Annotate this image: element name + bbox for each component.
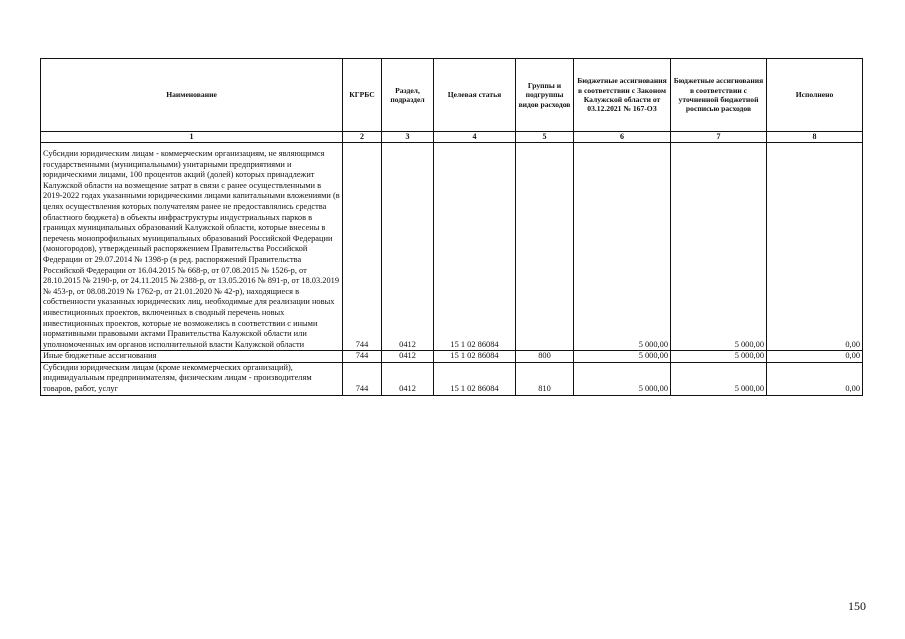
row-name: Иные бюджетные ассигнования <box>41 351 343 363</box>
column-number: 4 <box>434 132 516 143</box>
row-kgrbs: 744 <box>343 362 382 395</box>
row-executed: 0,00 <box>767 362 863 395</box>
row-refined: 5 000,00 <box>671 149 767 351</box>
row-law: 5 000,00 <box>574 149 671 351</box>
row-kgrbs: 744 <box>343 149 382 351</box>
row-refined: 5 000,00 <box>671 351 767 363</box>
header-section: Раздел, подраздел <box>382 59 434 132</box>
header-kgrbs: КГРБС <box>343 59 382 132</box>
row-group: 800 <box>516 351 574 363</box>
column-number: 5 <box>516 132 574 143</box>
row-name: Субсидии юридическим лицам (кроме некоммерческих организаций), индивидуальным предпринимателям, физическим лицам - производителям товаров, работ, услуг <box>41 362 343 395</box>
row-target: 15 1 02 86084 <box>434 362 516 395</box>
column-number: 7 <box>671 132 767 143</box>
row-target: 15 1 02 86084 <box>434 351 516 363</box>
budget-table <box>40 58 863 396</box>
column-number: 2 <box>343 132 382 143</box>
row-group: 810 <box>516 362 574 395</box>
column-number-row <box>41 132 863 143</box>
row-executed: 0,00 <box>767 149 863 351</box>
column-number: 3 <box>382 132 434 143</box>
row-executed: 0,00 <box>767 351 863 363</box>
header-groups: Группы и подгруппы видов расходов <box>516 59 574 132</box>
row-group <box>516 149 574 351</box>
row-section: 0412 <box>382 351 434 363</box>
header-refined: Бюджетные ассигнования в соответствии с уточненной бюджетной росписью расходов <box>671 59 767 132</box>
row-law: 5 000,00 <box>574 362 671 395</box>
row-name: Субсидии юридическим лицам - коммерческим организациям, не являющимся государственными (муниципальными) унитарными предприятиями и юридическими лицами, 100 процентов акций (долей) которых принадлежит Калужской области на возмещение затрат в связи с ранее осуществленными в 2019-2022 годах указанными юридическими лицами капитальными вложениями (в целях осуществления которых получателям ранее не предоставлялись средства областного бюджета) в объекты инфраструктуры индустриальных парков в границах муниципальных образований Калужской области, которые внесены в перечень монопрофильных муниципальных образований Российской Федерации (моногородов), утвержденный распоряжением Правительства Российской Федерации от 29.07.2014 № 1398-р (в ред. распоряжений Правительства Российской Федерации от 16.04.2015 № 668-р, от 07.08.2015 № 1526-р, от 28.10.2015 № 2190-р, от 24.11.2015 № 2388-р, от 13.05.2016 № 891-р, от 18.03.2019 № 453-р, от 08.08.2019 № 1762-р, от 21.01.2020 № 42-р), находящиеся в собственности указанных юридических лиц, необходимые для реализации новых инвестиционных проектов, включенных в сводный перечень новых инвестиционных проектов, которые не возможелись в соответствии с иными нормативными правовыми актами Правительства Калужской области или уполномоченных им органов исполнительной власти Калужской области <box>41 149 343 351</box>
page-number: 150 <box>848 599 866 613</box>
header-target: Целевая статья <box>434 59 516 132</box>
header-executed: Исполнено <box>767 59 863 132</box>
row-section: 0412 <box>382 149 434 351</box>
table-row <box>41 362 863 395</box>
column-number: 6 <box>574 132 671 143</box>
header-row <box>41 59 863 132</box>
column-number: 8 <box>767 132 863 143</box>
row-refined: 5 000,00 <box>671 362 767 395</box>
row-law: 5 000,00 <box>574 351 671 363</box>
header-law: Бюджетные ассигнования в соответствии с Законом Калужской области от 03.12.2021 № 167-ОЗ <box>574 59 671 132</box>
table-row <box>41 149 863 351</box>
header-name: Наименование <box>41 59 343 132</box>
column-number: 1 <box>41 132 343 143</box>
table-row <box>41 351 863 363</box>
row-target: 15 1 02 86084 <box>434 149 516 351</box>
row-kgrbs: 744 <box>343 351 382 363</box>
row-section: 0412 <box>382 362 434 395</box>
